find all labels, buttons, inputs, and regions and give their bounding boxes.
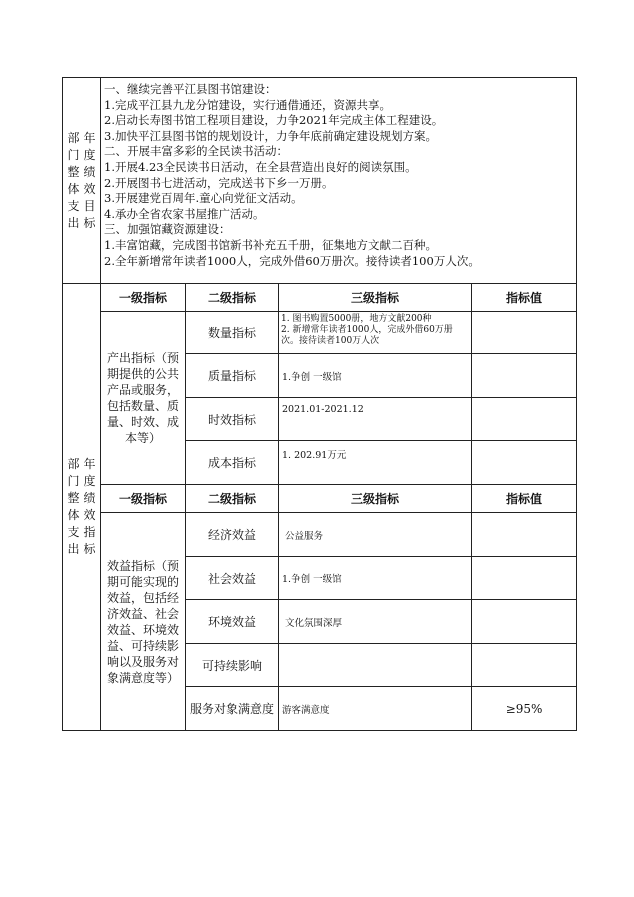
level3-line: 1. 图书购置5000册，地方文献200种 <box>281 314 432 324</box>
indicators-label-col2: 年度绩效指标 <box>83 457 96 556</box>
level2-cell: 社会效益 <box>186 557 279 600</box>
value-cell <box>472 600 577 644</box>
header-row <box>63 284 577 312</box>
header-level3: 三级指标 <box>279 485 472 513</box>
goals-content <box>101 78 577 284</box>
goal-line: 2.开展图书七进活动，完成送书下乡一万册。 <box>104 175 334 190</box>
level2-cell: 服务对象满意度 <box>186 687 279 731</box>
header-level2: 二级指标 <box>186 485 279 513</box>
header-level3: 三级指标 <box>279 284 472 312</box>
value-cell <box>472 644 577 687</box>
goal-line: 二、开展丰富多彩的全民读书活动： <box>104 144 288 159</box>
header-level1: 一级指标 <box>101 485 186 513</box>
level2-cell: 可持续影响 <box>186 644 279 687</box>
performance-table <box>62 77 577 731</box>
goal-line: 1.完成平江县九龙分馆建设，实行通借通还，资源共享。 <box>104 97 391 112</box>
goal-line: 1.丰富馆藏，完成图书馆新书补充五千册，征集地方文献二百种。 <box>104 237 437 252</box>
level3-cell: 1.争创 一级馆 <box>279 354 472 398</box>
value-cell <box>472 354 577 398</box>
level3-cell: 文化氛围深厚 <box>279 600 472 644</box>
level3-cell: 公益服务 <box>279 513 472 557</box>
level2-cell: 经济效益 <box>186 513 279 557</box>
level2-cell: 成本指标 <box>186 441 279 485</box>
header-row <box>63 485 577 513</box>
output-level1: 产出指标（预期提供的公共产品或服务，包括数量、质量、时效、成本等） <box>101 312 186 485</box>
level2-cell: 环境效益 <box>186 600 279 644</box>
header-level2: 二级指标 <box>186 284 279 312</box>
indicators-label <box>63 284 101 731</box>
level3-cell <box>279 644 472 687</box>
level2-cell: 时效指标 <box>186 398 279 441</box>
level3-cell: 1.争创 一级馆 <box>279 557 472 600</box>
goal-line: 1.开展4.23全民读书日活动，在全县营造出良好的阅读氛围。 <box>104 159 417 174</box>
header-value: 指标值 <box>472 485 577 513</box>
benefit-level1: 效益指标（预期可能实现的效益，包括经济效益、社会效益、环境效益、可持续影响以及服务对象满意度等） <box>101 513 186 731</box>
table-row <box>63 513 577 557</box>
level3-cell: 1. 202.91万元 <box>279 441 472 485</box>
level3-cell: 游客满意度 <box>279 687 472 731</box>
goal-line: 4.承办全省农家书屋推广活动。 <box>104 206 265 221</box>
goals-row <box>63 78 577 284</box>
indicators-label-col1: 部门整体支出 <box>67 457 80 556</box>
value-cell <box>472 557 577 600</box>
level3-cell <box>279 312 472 354</box>
value-cell <box>472 398 577 441</box>
goals-label <box>63 78 101 284</box>
value-cell <box>472 312 577 354</box>
table-row <box>63 312 577 354</box>
value-cell: ≥95% <box>472 687 577 731</box>
goal-line: 2.全年新增常年读者1000人，完成外借60万册次。接待读者100万人次。 <box>104 253 480 268</box>
goals-label-col1: 部门整体支出 <box>67 130 80 230</box>
header-level1: 一级指标 <box>101 284 186 312</box>
goal-line: 2.启动长寿图书馆工程项目建设，力争2021年完成主体工程建设。 <box>104 113 444 128</box>
goal-line: 3.加快平江县图书馆的规划设计，力争年底前确定建设规划方案。 <box>104 128 437 143</box>
level2-cell: 数量指标 <box>186 312 279 354</box>
level3-line: 2. 新增常年读者1000人，完成外借60万册次。接待读者100万人次 <box>281 325 453 346</box>
header-value: 指标值 <box>472 284 577 312</box>
goal-line: 三、加强馆藏资源建设： <box>104 222 231 237</box>
level2-cell: 质量指标 <box>186 354 279 398</box>
level3-cell: 2021.01-2021.12 <box>279 398 472 441</box>
value-cell <box>472 513 577 557</box>
value-cell <box>472 441 577 485</box>
goal-line: 一、继续完善平江县图书馆建设： <box>104 82 277 96</box>
goals-label-col2: 年度绩效目标 <box>83 130 96 230</box>
goal-line: 3.开展建党百周年.童心向党征文活动。 <box>104 191 303 206</box>
